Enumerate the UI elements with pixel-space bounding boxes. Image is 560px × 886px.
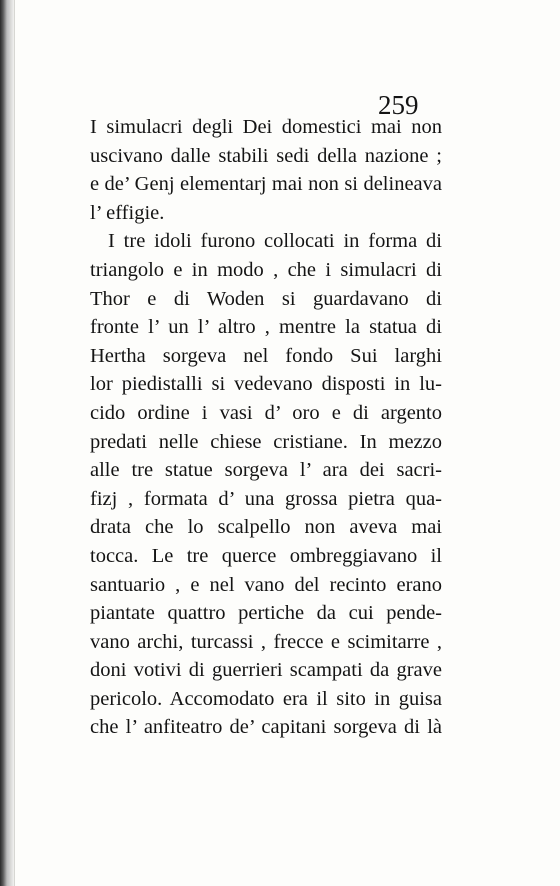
text-line: cido ordine i vasi d’ oro e di argento [90, 401, 442, 424]
text-line: predati nelle chiese cristiane. In mezzo [90, 430, 442, 453]
text-line: fizj , formata d’ una grossa pietra qua- [90, 487, 442, 510]
text-line: e de’ Genj elementarj mai non si delineava [90, 173, 442, 196]
text-line: triangolo e in modo , che i simulacri di [90, 258, 442, 281]
text-line: uscivano dalle stabili sedi della nazione ; [90, 144, 442, 167]
text-line: I simulacri degli Dei domestici mai non [90, 116, 442, 138]
text-line: tocca. Le tre querce ombreggiavano il [90, 544, 442, 567]
text-line: vano archi, turcassi , frecce e scimitarre , [90, 630, 442, 653]
text-line: lor piedistalli si vedevano disposti in lu- [90, 373, 442, 396]
text-line: doni votivi di guerrieri scampati da grave [90, 659, 442, 682]
text-line: santuario , e nel vano del recinto erano [90, 573, 442, 596]
gutter-edge [14, 0, 15, 886]
text-line: Hertha sorgeva nel fondo Sui larghi [90, 344, 442, 367]
text-line: drata che lo scalpello non aveva mai [90, 516, 442, 539]
text-line: I tre idoli furono collocati in forma di [108, 230, 442, 253]
body-text [90, 113, 442, 742]
text-line: alle tre statue sorgeva l’ ara dei sacri- [90, 459, 442, 482]
binding-gutter [0, 0, 14, 886]
page-number: 259 [378, 90, 419, 120]
text-line: pericolo. Accomodato era il sito in guisa [90, 687, 442, 710]
text-line: l’ effigie. [90, 201, 165, 224]
text-line: fronte l’ un l’ altro , mentre la statua di [90, 316, 442, 339]
text-line: Thor e di Woden si guardavano di [90, 287, 442, 310]
text-line: piantate quattro pertiche da cui pende- [90, 602, 442, 625]
text-line: che l’ anfiteatro de’ capitani sorgeva di là [90, 716, 442, 739]
